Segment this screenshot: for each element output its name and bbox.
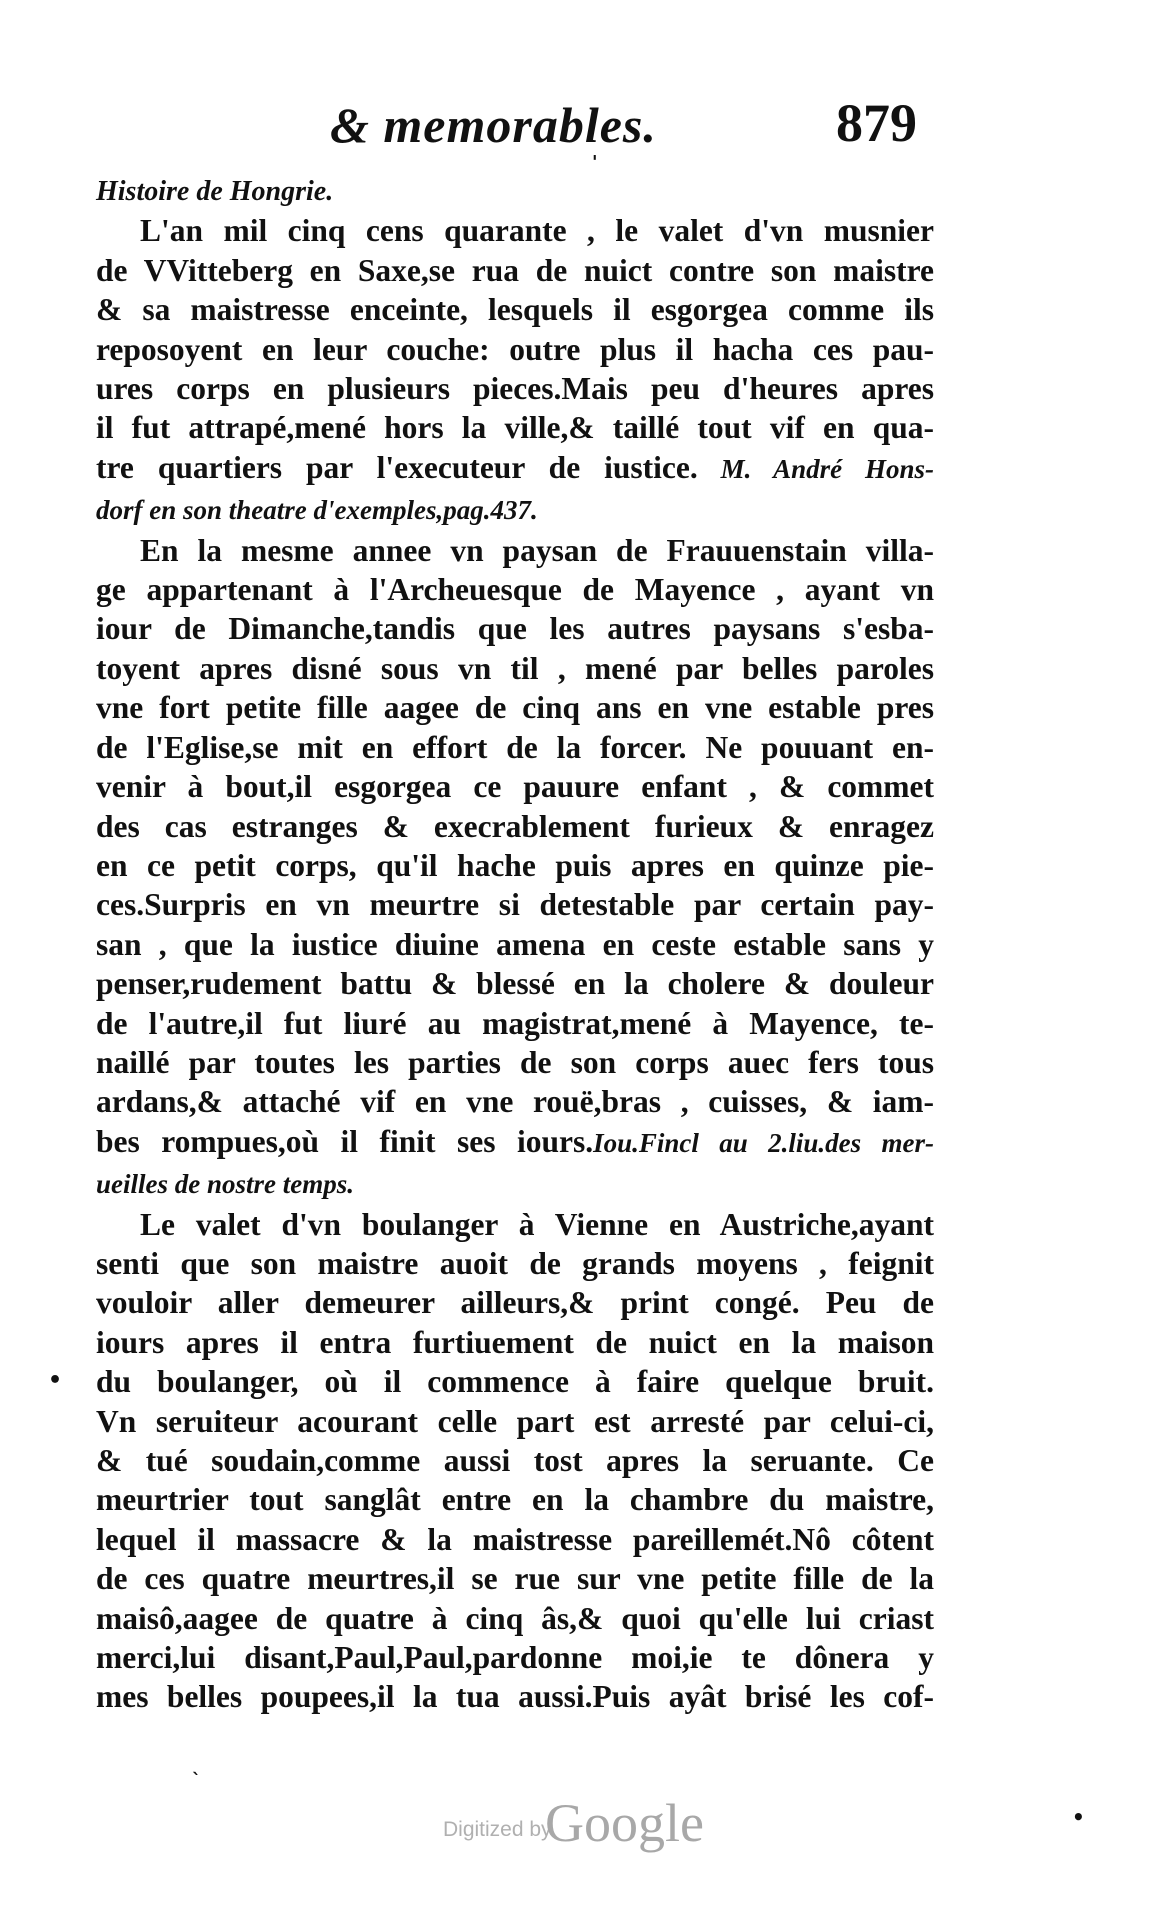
text-line bbox=[96, 1283, 934, 1322]
text-line bbox=[96, 688, 934, 727]
line-text: ures corps en plusieurs pieces.Mais peu d'heures apres bbox=[96, 371, 934, 407]
line-text: penser,rudement battu & blessé en la cholere & douleur bbox=[96, 966, 934, 1002]
text-line bbox=[96, 1205, 934, 1244]
text-line bbox=[96, 1480, 934, 1519]
stray-mark-left: • bbox=[48, 1368, 63, 1393]
line-text: senti que son maistre auoit de grands moyens , feignit bbox=[96, 1245, 934, 1281]
line-text: & sa maistresse enceinte, lesquels il esgorgea comme ils bbox=[96, 292, 934, 328]
text-line bbox=[96, 885, 934, 924]
line-text: vouloir aller demeurer ailleurs,& print congé. Peu de bbox=[96, 1285, 934, 1321]
stray-mark-top: ' bbox=[592, 152, 598, 173]
google-logo: Google bbox=[545, 1793, 704, 1853]
section-heading bbox=[96, 172, 934, 211]
line-text: toyent apres disné sous vn til , mené par belles paroles bbox=[96, 650, 934, 686]
text-line bbox=[96, 1323, 934, 1362]
line-text: des cas estranges & execrablement furieux & enragez bbox=[96, 808, 934, 844]
line-text: En la mesme annee vn paysan de Frauuenstain villa- bbox=[140, 532, 934, 568]
text-line bbox=[96, 846, 934, 885]
line-text: ces.Surpris en vn meurtre si detestable par certain pay- bbox=[96, 887, 934, 923]
text-line bbox=[96, 1082, 934, 1121]
stray-mark-bottom-left: ` bbox=[192, 1770, 201, 1791]
heading-text: Histoire de Hongrie. bbox=[96, 176, 334, 207]
line-text: de l'Eglise,se mit en effort de la forcer. Ne pouuant en- bbox=[96, 729, 934, 765]
text-line bbox=[96, 1520, 934, 1559]
line-text: meurtrier tout sanglât entre en la chambre du maistre, bbox=[96, 1482, 934, 1518]
text-line bbox=[96, 531, 934, 570]
text-line bbox=[96, 1163, 934, 1204]
line-text: iour de Dimanche,tandis que les autres paysans s'esba- bbox=[96, 611, 934, 647]
line-text: merci,lui disant,Paul,Paul,pardonne moi,ie te dônera y bbox=[96, 1640, 934, 1676]
line-text: du boulanger, où il commence à faire quelque bruit. bbox=[96, 1364, 934, 1400]
line-text: venir à bout,il esgorgea ce pauure enfant , & commet bbox=[96, 769, 934, 805]
line-text: san , que la iustice diuine amena en ceste estable sans y bbox=[96, 926, 934, 962]
line-text: tre quartiers par l'executeur de iustice. bbox=[96, 449, 698, 485]
text-line bbox=[96, 369, 934, 408]
line-text: de ces quatre meurtres,il se rue sur vne petite fille de la bbox=[96, 1561, 934, 1597]
digitized-by-label: Digitized by bbox=[443, 1818, 552, 1841]
line-text: maisô,aagee de quatre à cinq âs,& quoi qu'elle lui criast bbox=[96, 1600, 934, 1636]
line-text: ge appartenant à l'Archeuesque de Mayence , ayant vn bbox=[96, 572, 934, 608]
stray-mark-bottom-right: • bbox=[1072, 1805, 1085, 1829]
page-number: 879 bbox=[836, 93, 917, 153]
line-text: mes belles poupees,il la tua aussi.Puis ayât brisé les cof- bbox=[96, 1679, 934, 1715]
citation-text: ueilles de nostre temps. bbox=[96, 1169, 354, 1200]
text-line bbox=[96, 1441, 934, 1480]
text-line bbox=[96, 448, 934, 489]
text-line bbox=[96, 1362, 934, 1401]
text-line bbox=[96, 408, 934, 447]
line-text: il fut attrapé,mené hors la ville,& taillé tout vif en qua- bbox=[96, 410, 934, 446]
text-line bbox=[96, 609, 934, 648]
text-line bbox=[96, 330, 934, 369]
line-text: de VVitteberg en Saxe,se rua de nuict contre son maistre bbox=[96, 252, 934, 288]
text-line bbox=[96, 1559, 934, 1598]
line-text: iours apres il entra furtiuement de nuict en la maison bbox=[96, 1324, 934, 1360]
text-line bbox=[96, 1638, 934, 1677]
text-line bbox=[96, 290, 934, 329]
text-line bbox=[96, 649, 934, 688]
text-line bbox=[96, 964, 934, 1003]
citation-text: Iou.Fincl au 2.liu.des mer- bbox=[593, 1127, 934, 1158]
text-line bbox=[96, 925, 934, 964]
running-title: & memorables. bbox=[330, 97, 657, 153]
line-text: naillé par toutes les parties de son corps auec fers tous bbox=[96, 1044, 934, 1080]
line-text: de l'autre,il fut liuré au magistrat,mené à Mayence, te- bbox=[96, 1005, 934, 1041]
line-text: lequel il massacre & la maistresse pareillemét.Nô côtent bbox=[96, 1521, 934, 1557]
text-line bbox=[96, 251, 934, 290]
citation-text: M. André Hons- bbox=[697, 453, 934, 484]
line-text: vne fort petite fille aagee de cinq ans en vne estable pres bbox=[96, 690, 934, 726]
line-text: bes rompues,où il finit ses iours. bbox=[96, 1123, 594, 1159]
text-line bbox=[96, 807, 934, 846]
line-text: reposoyent en leur couche: outre plus il hacha ces pau- bbox=[96, 331, 934, 367]
text-line bbox=[96, 1004, 934, 1043]
line-text: L'an mil cinq cens quarante , le valet d'vn musnier bbox=[140, 213, 934, 249]
text-line bbox=[96, 1599, 934, 1638]
citation-text: dorf en son theatre d'exemples,pag.437. bbox=[96, 495, 538, 526]
text-line bbox=[96, 211, 934, 250]
text-line bbox=[96, 570, 934, 609]
text-line bbox=[96, 489, 934, 530]
text-line bbox=[96, 1122, 934, 1163]
line-text: Le valet d'vn boulanger à Vienne en Austriche,ayant bbox=[140, 1206, 934, 1242]
text-line bbox=[96, 767, 934, 806]
text-line bbox=[96, 728, 934, 767]
text-line bbox=[96, 1244, 934, 1283]
line-text: Vn seruiteur acourant celle part est arresté par celui-ci, bbox=[96, 1403, 934, 1439]
line-text: ardans,& attaché vif en vne rouë,bras , cuisses, & iam- bbox=[96, 1084, 934, 1120]
text-line bbox=[96, 1402, 934, 1441]
body-text bbox=[96, 172, 934, 1717]
text-line bbox=[96, 1043, 934, 1082]
text-line bbox=[96, 1677, 934, 1716]
line-text: en ce petit corps, qu'il hache puis apres en quinze pie- bbox=[96, 847, 934, 883]
line-text: & tué soudain,comme aussi tost apres la seruante. Ce bbox=[96, 1443, 934, 1478]
